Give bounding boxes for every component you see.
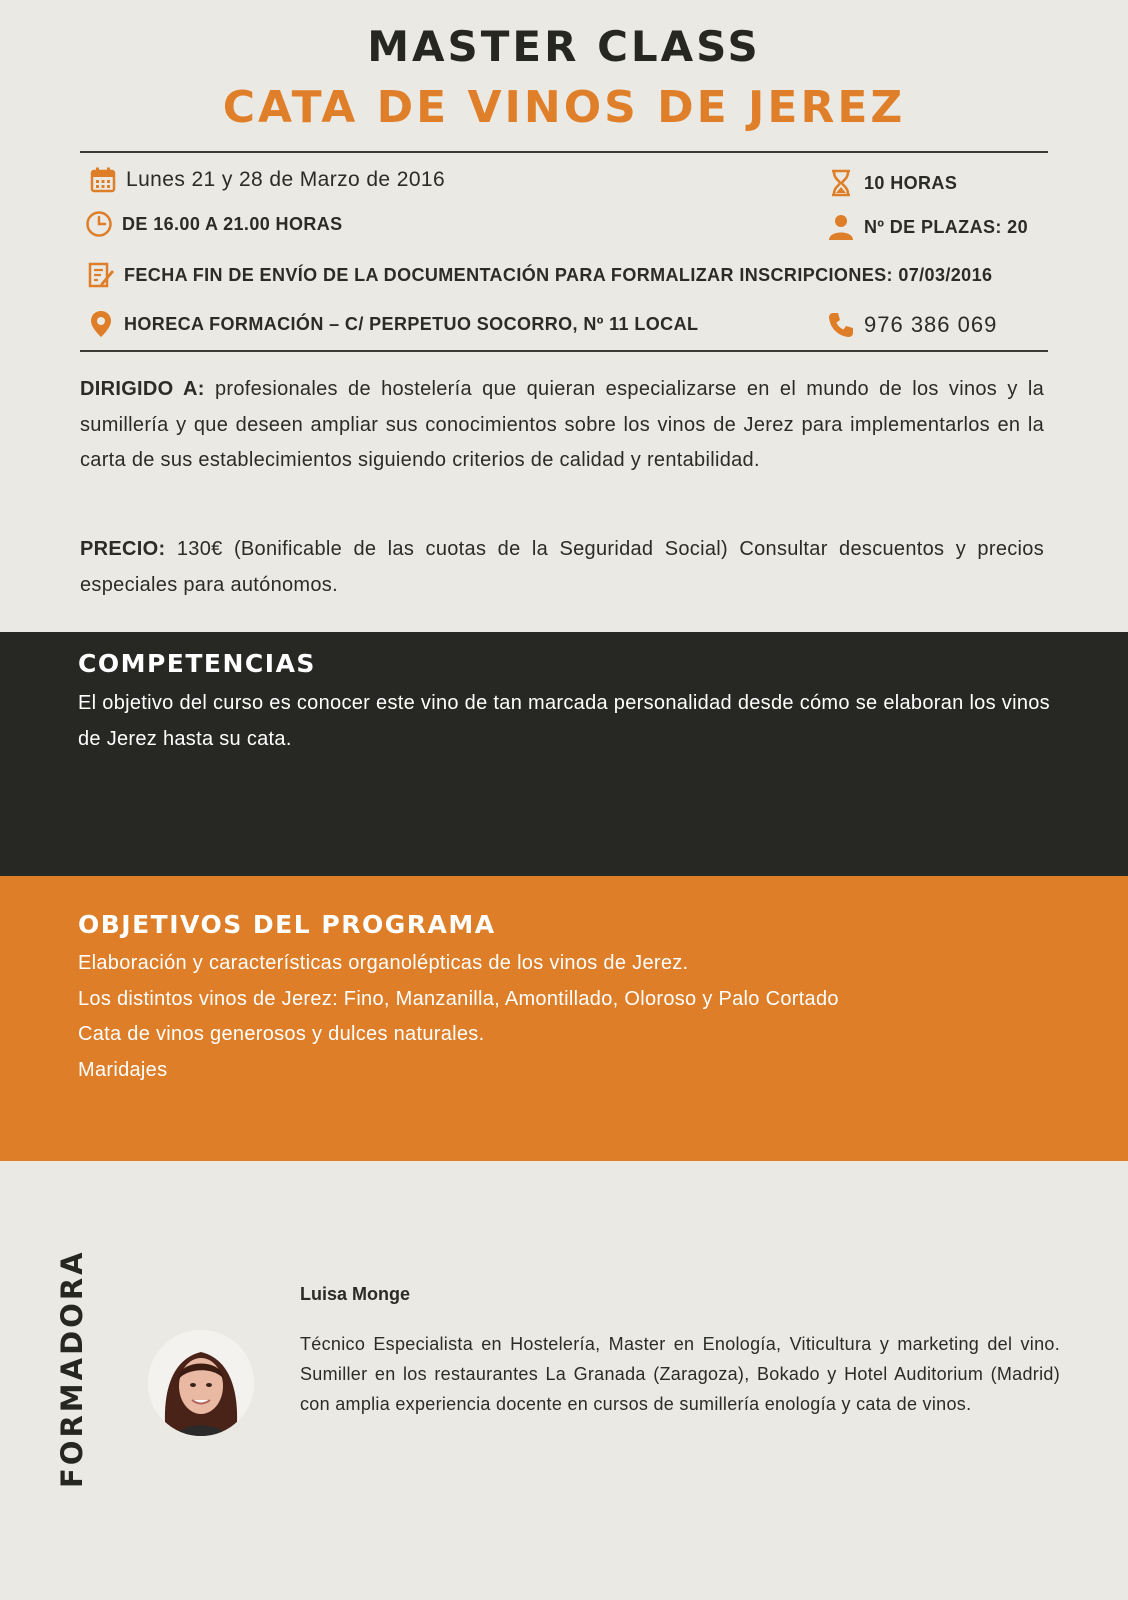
hours-row xyxy=(826,168,957,198)
phone-icon xyxy=(826,310,856,340)
formadora-label: FORMADORA xyxy=(55,1249,89,1488)
page-title: MASTER CLASS xyxy=(367,22,761,71)
phone-row xyxy=(826,310,997,340)
time-row xyxy=(84,209,343,239)
audience-text: profesionales de hostelería que quieran especializarse en el mundo de los vinos y la sumillería y que deseen ampliar sus conocimientos sobre los vinos de Jerez para implementarlos en la carta de sus establecimientos siguiendo criterios de calidad y rentabilidad. xyxy=(80,378,1045,471)
price-paragraph xyxy=(80,532,1044,603)
avatar xyxy=(148,1330,254,1436)
document-edit-icon xyxy=(86,260,116,290)
date-row xyxy=(88,165,445,195)
calendar-icon xyxy=(88,165,118,195)
places-text: Nº DE PLAZAS: 20 xyxy=(864,216,1028,237)
list-item: Maridajes xyxy=(78,1058,168,1081)
trainer-bio: Técnico Especialista en Hostelería, Master en Enología, Viticultura y marketing del vino. Sumiller en los restaurantes La Granada (Zaragoza), Bokado y Hotel Auditorium (Madrid) con amplia experiencia docente en cursos de sumillería enología y cata de vinos. xyxy=(300,1334,1060,1414)
audience-label: DIRIGIDO A: xyxy=(80,378,205,400)
trainer-name: Luisa Monge xyxy=(300,1284,411,1304)
hours-text: 10 HORAS xyxy=(864,172,958,193)
clock-icon xyxy=(84,209,114,239)
location-text: HORECA FORMACIÓN – C/ PERPETUO SOCORRO, Nº 11 LOCAL xyxy=(124,313,699,334)
list-item: Los distintos vinos de Jerez: Fino, Manzanilla, Amontillado, Oloroso y Palo Cortado xyxy=(78,987,839,1010)
list-item: Elaboración y características organolépticas de los vinos de Jerez. xyxy=(78,952,689,974)
competencias-title: COMPETENCIAS xyxy=(78,649,316,678)
time-text: DE 16.00 A 21.00 HORAS xyxy=(122,213,343,234)
objetivos-title: OBJETIVOS DEL PROGRAMA xyxy=(78,910,496,939)
places-row xyxy=(826,212,1028,242)
phone-text: 976 386 069 xyxy=(864,312,998,337)
deadline-row xyxy=(86,260,992,290)
page-subtitle: CATA DE VINOS DE JEREZ xyxy=(222,82,906,133)
map-pin-icon xyxy=(86,309,116,339)
divider-bottom xyxy=(80,350,1048,352)
person-icon xyxy=(826,212,856,242)
deadline-text: FECHA FIN DE ENVÍO DE LA DOCUMENTACIÓN PARA FORMALIZAR INSCRIPCIONES: 07/03/2016 xyxy=(124,264,993,285)
date-text: Lunes 21 y 28 de Marzo de 2016 xyxy=(126,168,446,191)
trainer-photo xyxy=(148,1330,254,1436)
location-row xyxy=(86,309,698,339)
price-text: 130€ (Bonificable de las cuotas de la Seguridad Social) Consultar descuentos y precios especiales para autónomos. xyxy=(80,538,1045,596)
price-label: PRECIO: xyxy=(80,538,166,560)
hourglass-icon xyxy=(826,168,856,198)
competencias-text: El objetivo del curso es conocer este vino de tan marcada personalidad desde cómo se elaboran los vinos de Jerez hasta su cata. xyxy=(78,692,1050,750)
list-item: Cata de vinos generosos y dulces naturales. xyxy=(78,1023,485,1045)
objetivos-list xyxy=(78,946,839,1088)
divider-top xyxy=(80,151,1048,153)
audience-paragraph xyxy=(80,372,1044,479)
